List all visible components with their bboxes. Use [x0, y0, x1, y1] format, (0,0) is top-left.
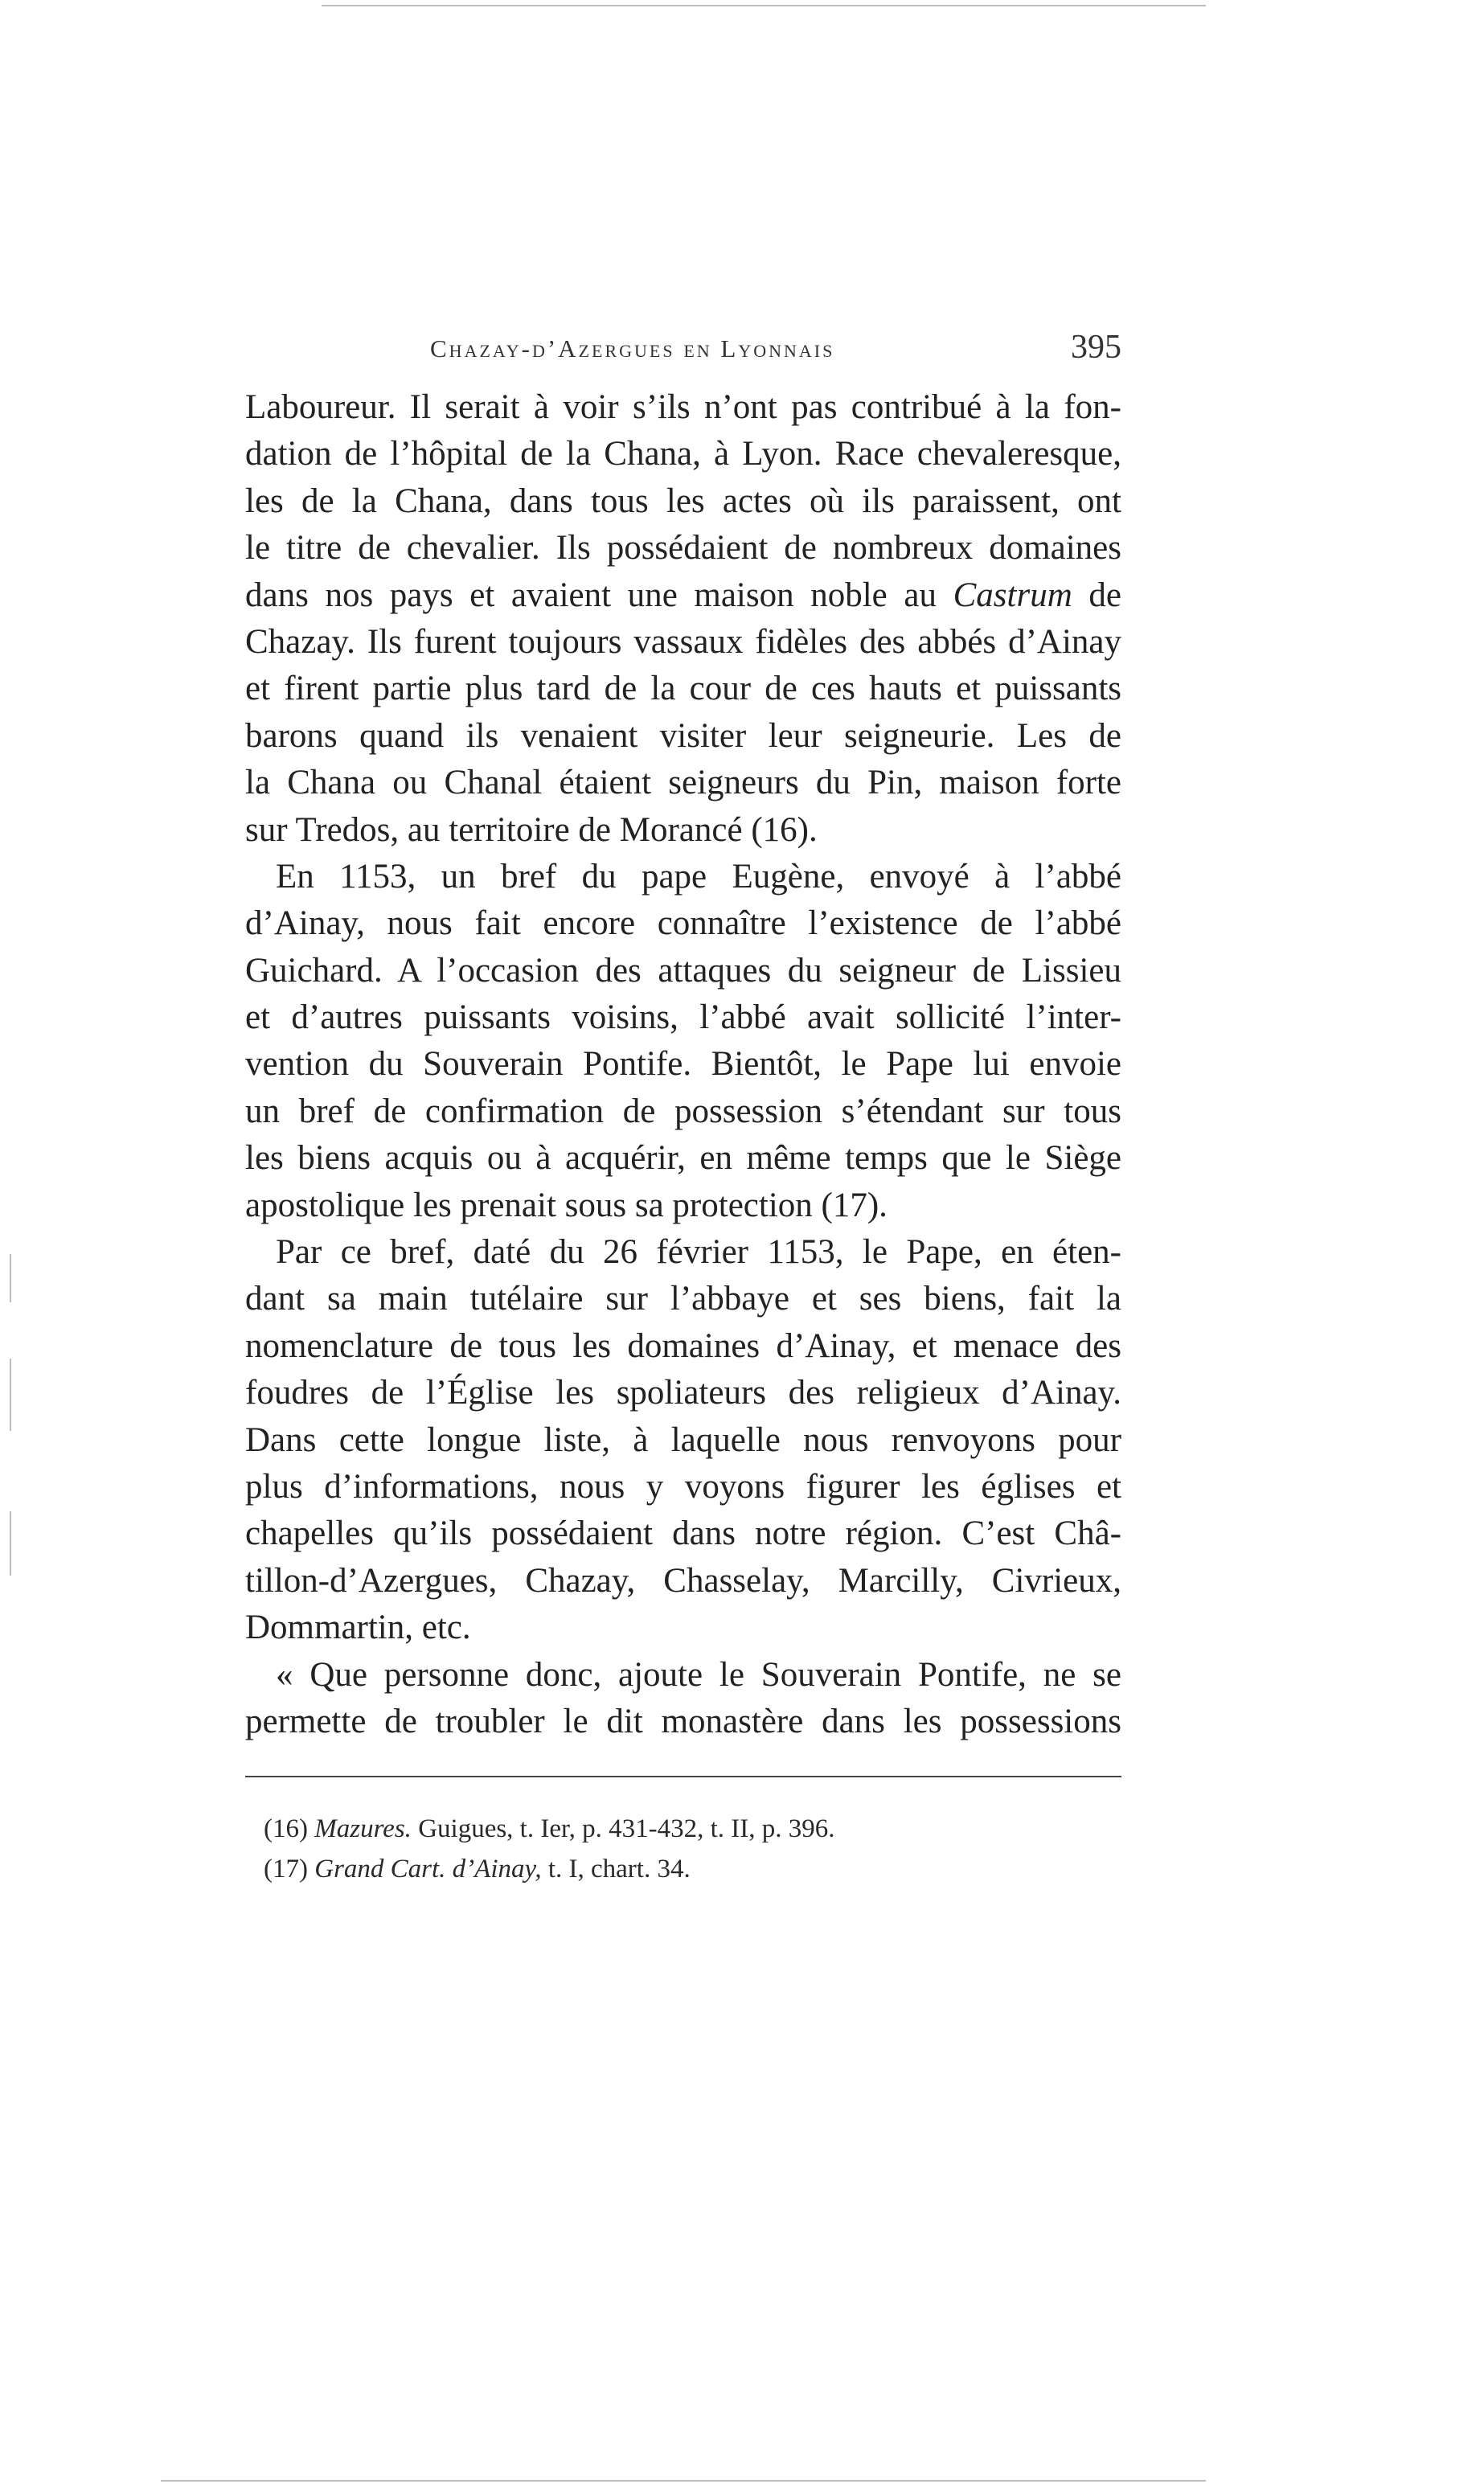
text-line: « Que personne donc, ajoute le Souverain Pontife, ne se: [276, 1655, 1121, 1694]
text-line: Chazay. Ils furent toujours vassaux fidèles des abbés d’Ainay: [245, 622, 1121, 661]
body-text: [245, 384, 1121, 1745]
text-fragment: de: [1088, 576, 1121, 614]
text-line: En 1153, un bref du pape Eugène, envoyé à l’abbé: [276, 857, 1121, 896]
text-line: barons quand ils venaient visiter leur seigneurie. Les de: [245, 716, 1121, 755]
text-line: le titre de chevalier. Ils possédaient de nombreux domaines: [245, 529, 1121, 568]
text-line: Dommartin, etc.: [245, 1609, 471, 1647]
text-line: [245, 572, 1121, 619]
text-line: Guichard. A l’occasion des attaques du seigneur de Lissieu: [245, 951, 1121, 990]
running-title: Chazay-d’Azergues en Lyonnais: [430, 334, 835, 363]
text-line: Par ce bref, daté du 26 février 1153, le Pape, en éten-: [276, 1233, 1121, 1272]
text-line: les biens acquis ou à acquérir, en même temps que le Siège: [245, 1139, 1121, 1178]
italic-term: Castrum: [953, 576, 1072, 614]
footnote-number: (17): [264, 1855, 308, 1883]
text-line: foudres de l’Église les spoliateurs des religieux d’Ainay.: [245, 1374, 1121, 1412]
footnote-16: [264, 1809, 1108, 1849]
text-line: plus d’informations, nous y voyons figurer les églises et: [245, 1467, 1121, 1506]
footnotes: [264, 1809, 1108, 1889]
footnote-rule: [245, 1776, 1121, 1777]
scan-artifact-left-1: [10, 1254, 11, 1302]
text-line: vention du Souverain Pontife. Bientôt, le Pape lui envoie: [245, 1045, 1121, 1084]
scan-artifact-left-3: [10, 1511, 11, 1576]
text-line: nomenclature de tous les domaines d’Ainay, et menace des: [245, 1326, 1121, 1365]
page-number: 395: [1071, 329, 1121, 366]
footnote-source: Mazures.: [314, 1814, 412, 1843]
footnote-text: t. I, chart. 34.: [547, 1855, 691, 1883]
text-line: un bref de confirmation de possession s’étendant sur tous: [245, 1092, 1121, 1130]
text-line: sur Tredos, au territoire de Morancé (16).: [245, 810, 818, 849]
text-fragment: dans nos pays et avaient une maison noble au: [245, 576, 937, 614]
text-line: dation de l’hôpital de la Chana, à Lyon. Race chevaleresque,: [245, 435, 1121, 473]
scan-artifact-bottom: [161, 2480, 1206, 2482]
text-line: apostolique les prenait sous sa protection (17).: [245, 1186, 888, 1224]
text-line: dant sa main tutélaire sur l’abbaye et ses biens, fait la: [245, 1280, 1121, 1318]
scan-artifact-left-2: [10, 1359, 11, 1431]
footnote-number: (16): [264, 1814, 308, 1843]
footnote-17: [264, 1849, 1108, 1889]
text-line: tillon-d’Azergues, Chazay, Chasselay, Marcilly, Civrieux,: [245, 1561, 1121, 1600]
text-line: les de la Chana, dans tous les actes où ils paraissent, ont: [245, 482, 1121, 520]
text-line: et firent partie plus tard de la cour de ces hauts et puissants: [245, 670, 1121, 708]
text-line: la Chana ou Chanal étaient seigneurs du Pin, maison forte: [245, 764, 1121, 802]
text-line: Laboureur. Il serait à voir s’ils n’ont pas contribué à la fon-: [245, 388, 1121, 426]
footnote-source: Grand Cart. d’Ainay,: [314, 1855, 542, 1883]
scan-artifact-top: [322, 5, 1206, 6]
text-line: permette de troubler le dit monastère dans les possessions: [245, 1702, 1121, 1740]
text-line: d’Ainay, nous fait encore connaître l’existence de l’abbé: [245, 904, 1121, 943]
text-line: Dans cette longue liste, à laquelle nous renvoyons pour: [245, 1420, 1121, 1459]
footnote-text: Guigues, t. Ier, p. 431-432, t. II, p. 396.: [418, 1814, 835, 1843]
page-header: [245, 322, 1121, 378]
text-line: chapelles qu’ils possédaient dans notre région. C’est Châ-: [245, 1515, 1121, 1553]
text-line: et d’autres puissants voisins, l’abbé avait sollicité l’inter-: [245, 998, 1121, 1037]
